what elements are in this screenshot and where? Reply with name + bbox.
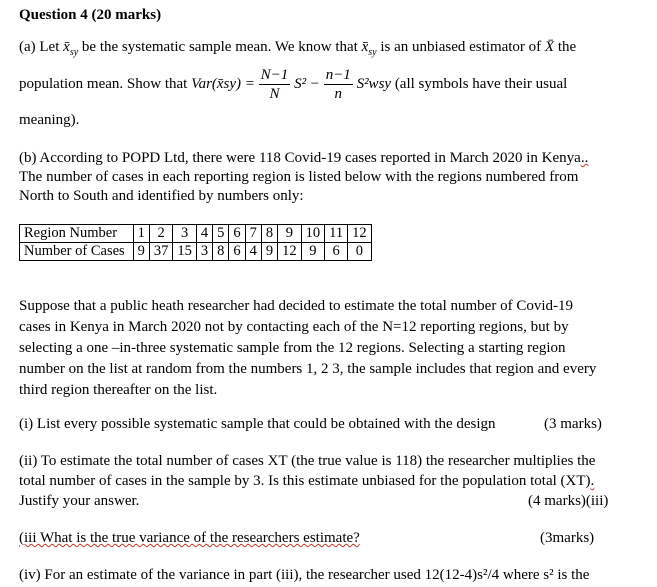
- table-cell: 0: [348, 243, 372, 261]
- table-cell: 15: [173, 243, 197, 261]
- table-cell: 9: [133, 243, 149, 261]
- table-cell: 9: [301, 243, 325, 261]
- scenario-line-4: number on the list at random from the numbers 1, 2 3, the sample includes that region and every: [19, 361, 597, 377]
- part-iii-question: (iii What is the true variance of the researchers estimate?: [19, 530, 360, 546]
- table-cell: 10: [301, 225, 325, 243]
- table-cell: 2: [149, 225, 173, 243]
- scenario-line-5: third region thereafter on the list.: [19, 382, 218, 398]
- variance-expression: Var(x̄sy) =: [191, 76, 255, 92]
- part-a-line-3: meaning).: [19, 112, 80, 128]
- fraction-numerator: N−1: [260, 67, 289, 83]
- scenario-line-2: cases in Kenya in March 2020 not by contacting each of the N=12 reporting regions, but by: [19, 319, 569, 335]
- part-b-line-1: [19, 149, 588, 168]
- table-cell: 3: [196, 243, 212, 261]
- part-a-text: the: [554, 39, 577, 55]
- population-mean-symbol: X̄: [544, 39, 555, 55]
- part-a-text: population mean. Show that: [19, 76, 192, 92]
- table-cell: 37: [149, 243, 173, 261]
- table-cell: 12: [348, 225, 372, 243]
- part-i-marks: (3 marks): [544, 416, 602, 432]
- part-ii-line-3: Justify your answer.: [19, 493, 140, 509]
- table-cell: 4: [245, 243, 261, 261]
- table-cell: 6: [229, 243, 245, 261]
- part-b-line-3: North to South and identified by numbers only:: [19, 188, 304, 204]
- table-cell: 11: [325, 225, 348, 243]
- fraction-denominator: N: [269, 86, 280, 102]
- variance-formula-line: [19, 66, 657, 116]
- table-row-cases: [20, 243, 372, 261]
- table-row-label: Number of Cases: [20, 243, 134, 261]
- table-cell: 3: [173, 225, 197, 243]
- table-cell: 9: [261, 243, 277, 261]
- scenario-line-1: Suppose that a public heath researcher had decided to estimate the total number of Covid-19: [19, 298, 573, 314]
- sy-subscript: sy: [368, 47, 377, 58]
- fraction-denominator: n: [334, 86, 342, 102]
- grammar-mark: ..: [580, 150, 589, 166]
- table-cell: 6: [325, 243, 348, 261]
- part-ii-line-2: [19, 472, 594, 491]
- part-iii-marks: (3marks): [540, 530, 595, 546]
- part-iii-text: [19, 529, 360, 548]
- table-cell: 6: [229, 225, 245, 243]
- part-a-line-1: [19, 38, 576, 62]
- table-cell: 8: [261, 225, 277, 243]
- part-ii-text: total number of cases in the sample by 3. Is this estimate unbiased for the population total (XT): [19, 473, 591, 489]
- s-wsy-term: S²wsy: [356, 76, 392, 92]
- grammar-mark: .: [590, 473, 595, 489]
- fraction-numerator: n−1: [325, 67, 351, 83]
- table-cell: 7: [245, 225, 261, 243]
- part-i-text: (i) List every possible systematic sample that could be obtained with the design: [19, 416, 496, 432]
- part-b-text: (b) According to POPD Ltd, there were 118 Covid-19 cases reported in March 2020 in Kenya: [19, 150, 581, 166]
- table-cell: 1: [133, 225, 149, 243]
- table-cell: 4: [196, 225, 212, 243]
- sample-mean-symbol: x̄: [63, 39, 70, 55]
- fraction-small-n-minus-1-over-n: [324, 66, 353, 103]
- part-ii-marks: (4 marks)(iii): [528, 493, 609, 509]
- cases-table: [19, 224, 372, 261]
- part-ii-line-1: (ii) To estimate the total number of cases XT (the true value is 118) the researcher multiplies the: [19, 453, 596, 469]
- scenario-line-3: selecting a one –in-three systematic sample from the 12 regions. Selecting a starting region: [19, 340, 566, 356]
- part-a-text: (all symbols have their usual: [394, 76, 568, 92]
- fraction-n-minus-1-over-n: [259, 66, 291, 103]
- sample-mean-symbol: x̄: [361, 39, 369, 55]
- part-a-text: (a) Let: [19, 39, 64, 55]
- s-squared-term: S² −: [294, 76, 320, 92]
- table-cell: 12: [278, 243, 302, 261]
- sy-subscript: sy: [69, 47, 79, 58]
- table-row-label: Region Number: [20, 225, 134, 243]
- part-b-line-2: The number of cases in each reporting region is listed below with the regions numbered from: [19, 169, 579, 185]
- table-cell: 9: [278, 225, 302, 243]
- table-row-regions: [20, 225, 372, 243]
- table-cell: 5: [213, 225, 229, 243]
- part-a-text: be the systematic sample mean. We know that: [78, 39, 362, 55]
- part-iv-text: (iv) For an estimate of the variance in part (iii), the researcher used 12(12-4)s²/4 where s² is the: [19, 567, 590, 583]
- question-title: Question 4 (20 marks): [19, 7, 162, 23]
- table-cell: 8: [213, 243, 229, 261]
- part-a-text: is an unbiased estimator of: [376, 39, 545, 55]
